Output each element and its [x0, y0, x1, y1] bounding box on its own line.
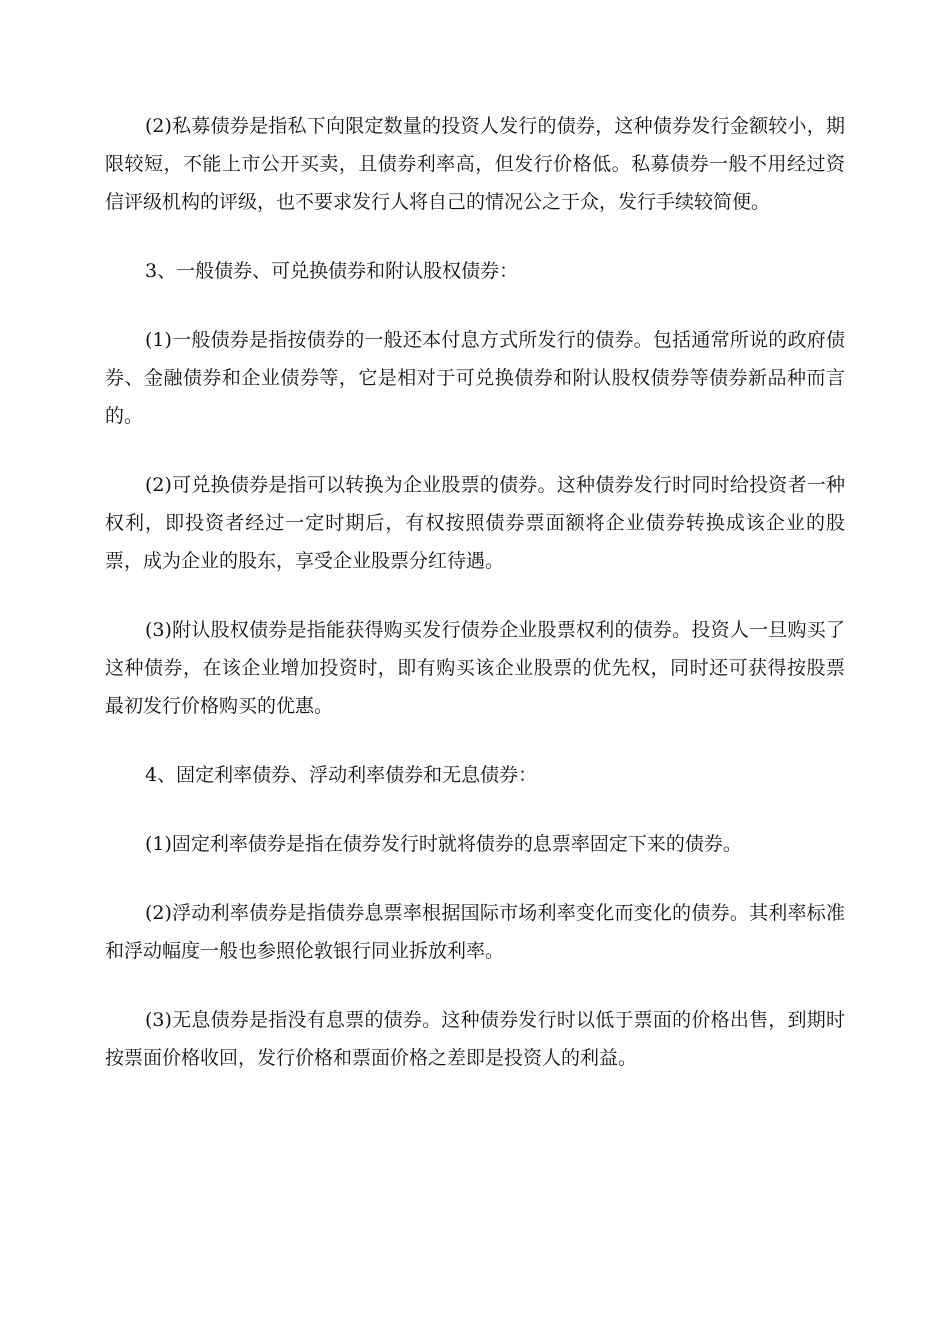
paragraph-warrant-bonds: (3)附认股权债券是指能获得购买发行债券企业股票权利的债券。投资人一旦购买了这种债券，在该企业增加投资时，即有购买该企业股票的优先权，同时还可获得按股票最初发行价格购买的优惠。	[105, 619, 845, 717]
section-heading-3: 3、一般债券、可兑换债券和附认股权债券：	[145, 260, 519, 282]
section-heading-4: 4、固定利率债券、浮动利率债券和无息债券：	[145, 764, 538, 786]
document-body	[105, 107, 845, 1077]
paragraph-zero-coupon-bonds: (3)无息债券是指没有息票的债券。这种债券发行时以低于票面的价格出售，到期时按票面价格收回，发行价格和票面价格之差即是投资人的利益。	[105, 1009, 845, 1069]
paragraph-convertible-bonds: (2)可兑换债券是指可以转换为企业股票的债券。这种债券发行时同时给投资者一种权利，即投资者经过一定时期后，有权按照债券票面额将企业债券转换成该企业的股票，成为企业的股东，享受企业股票分红待遇。	[105, 474, 845, 572]
paragraph-floating-rate-bonds: (2)浮动利率债券是指债券息票率根据国际市场利率变化而变化的债券。其利率标准和浮动幅度一般也参照伦敦银行同业拆放利率。	[105, 902, 845, 962]
paragraph-general-bonds: (1)一般债券是指按债券的一般还本付息方式所发行的债券。包括通常所说的政府债券、金融债券和企业债券等，它是相对于可兑换债券和附认股权债券等债券新品种而言的。	[105, 329, 845, 427]
paragraph-fixed-rate-bonds: (1)固定利率债券是指在债券发行时就将债券的息票率固定下来的债券。	[145, 833, 742, 855]
paragraph-private-placement-bonds: (2)私募债券是指私下向限定数量的投资人发行的债券，这种债券发行金额较小，期限较短，不能上市公开买卖，且债券利率高，但发行价格低。私募债券一般不用经过资信评级机构的评级，也不要求发行人将自己的情况公之于众，发行手续较简便。	[105, 115, 845, 213]
